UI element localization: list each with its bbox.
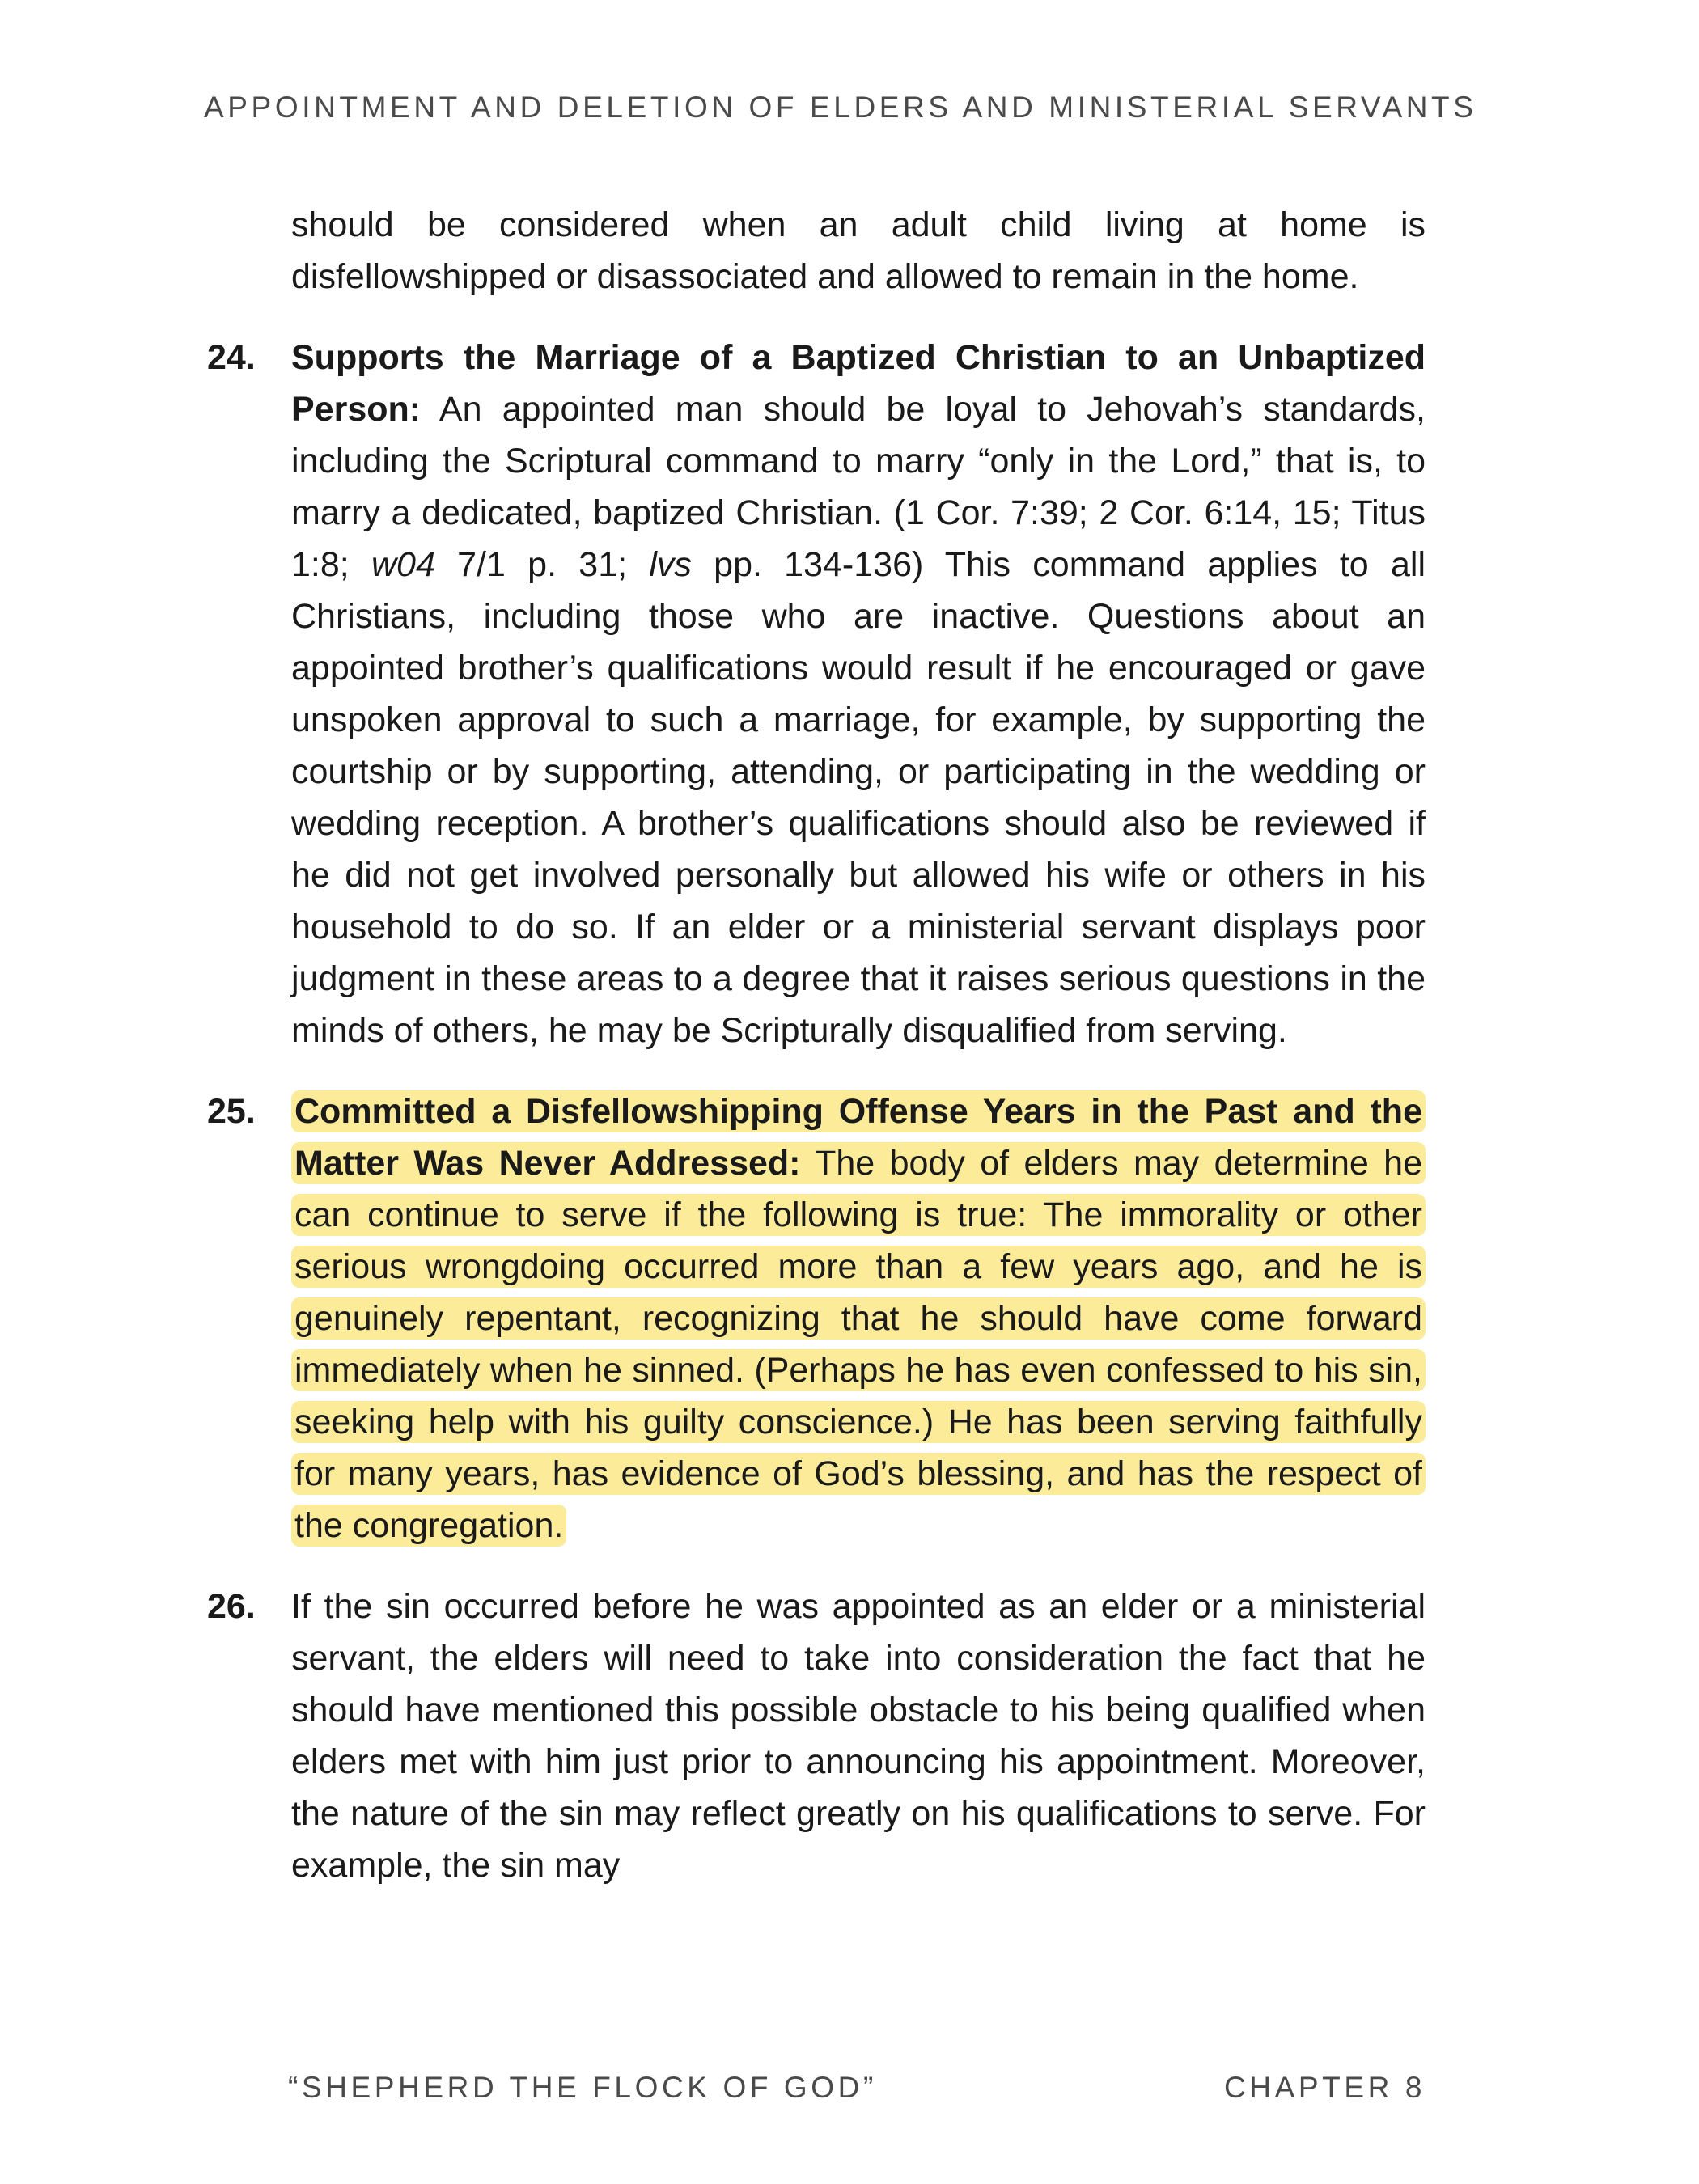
paragraph-text: should be considered when an adult child living at home is disfellowshipped or disassociated and allowed to remain in the home. bbox=[291, 205, 1426, 296]
paragraph-26 bbox=[207, 1581, 1426, 1891]
footer-book-title: “SHEPHERD THE FLOCK OF GOD” bbox=[288, 2071, 877, 2104]
footer-chapter: CHAPTER 8 bbox=[1223, 2071, 1426, 2104]
paragraph-text: 7/1 p. 31; bbox=[434, 545, 650, 584]
paragraph-25 bbox=[207, 1086, 1426, 1551]
paragraph-24 bbox=[207, 332, 1426, 1056]
paragraph-text: If the sin occurred before he was appointed as an elder or a ministerial servant, the elders will need to take into consideration the fact that he should have mentioned this possible obstacle to his being qualified when elders met with him just prior to announcing his appointment. Moreover, the nature of the sin may reflect greatly on his qualifications to serve. For example, the sin may bbox=[291, 1587, 1426, 1885]
paragraph-heading: Supports the Marriage of a Baptized Christian to an Unbaptized Person: bbox=[291, 338, 1426, 429]
paragraph-number: 24. bbox=[207, 338, 256, 377]
paragraph-23-continuation bbox=[207, 199, 1426, 303]
highlighted-passage bbox=[291, 1090, 1426, 1547]
paragraph-number: 26. bbox=[207, 1587, 256, 1626]
paragraph-number: 25. bbox=[207, 1092, 256, 1131]
paragraph-text: pp. 134-136) This command applies to all Christians, including those who are inactive. Questions about an appointed brother’s qualifications would result if he encouraged or gave unspoken approval to such a marriage, for example, by supporting the courtship or by supporting, attending, or participating in the wedding or wedding reception. A brother’s qualifications should also be reviewed if he did not get involved personally but allowed his wife or others in his household to do so. If an elder or a ministerial servant displays poor judgment in these areas to a degree that it raises serious questions in the minds of others, he may be Scripturally disqualified from serving. bbox=[291, 545, 1426, 1050]
publication-reference: lvs bbox=[649, 545, 692, 584]
publication-reference: w04 bbox=[371, 545, 435, 584]
paragraph-text: The body of elders may determine he can continue to serve if the following is true: The immorality or other serious wrongdoing occurred more than a few years ago, and he is genuinely repentant, recognizing that he should have come forward immediately when he sinned. (Perhaps he has even confessed to his sin, seeking help with his guilty conscience.) He has been serving faithfully for many years, has evidence of God’s blessing, and has the respect of the congregation. bbox=[294, 1144, 1422, 1545]
paragraph-text: An appointed man should be loyal to Jehovah’s standards, including the Scriptural command to marry “only in the Lord,” that is, to marry a dedicated, baptized Christian. (1 Cor. 7:39; 2 Cor. 6:14, 15; Titus 1:8; bbox=[291, 390, 1426, 584]
paragraph-heading: Committed a Disfellowshipping Offense Years in the Past and the Matter Was Never Addressed: bbox=[294, 1092, 1422, 1183]
running-header: APPOINTMENT AND DELETION OF ELDERS AND MINISTERIAL SERVANTS bbox=[204, 91, 1477, 124]
page-body bbox=[207, 199, 1426, 1920]
